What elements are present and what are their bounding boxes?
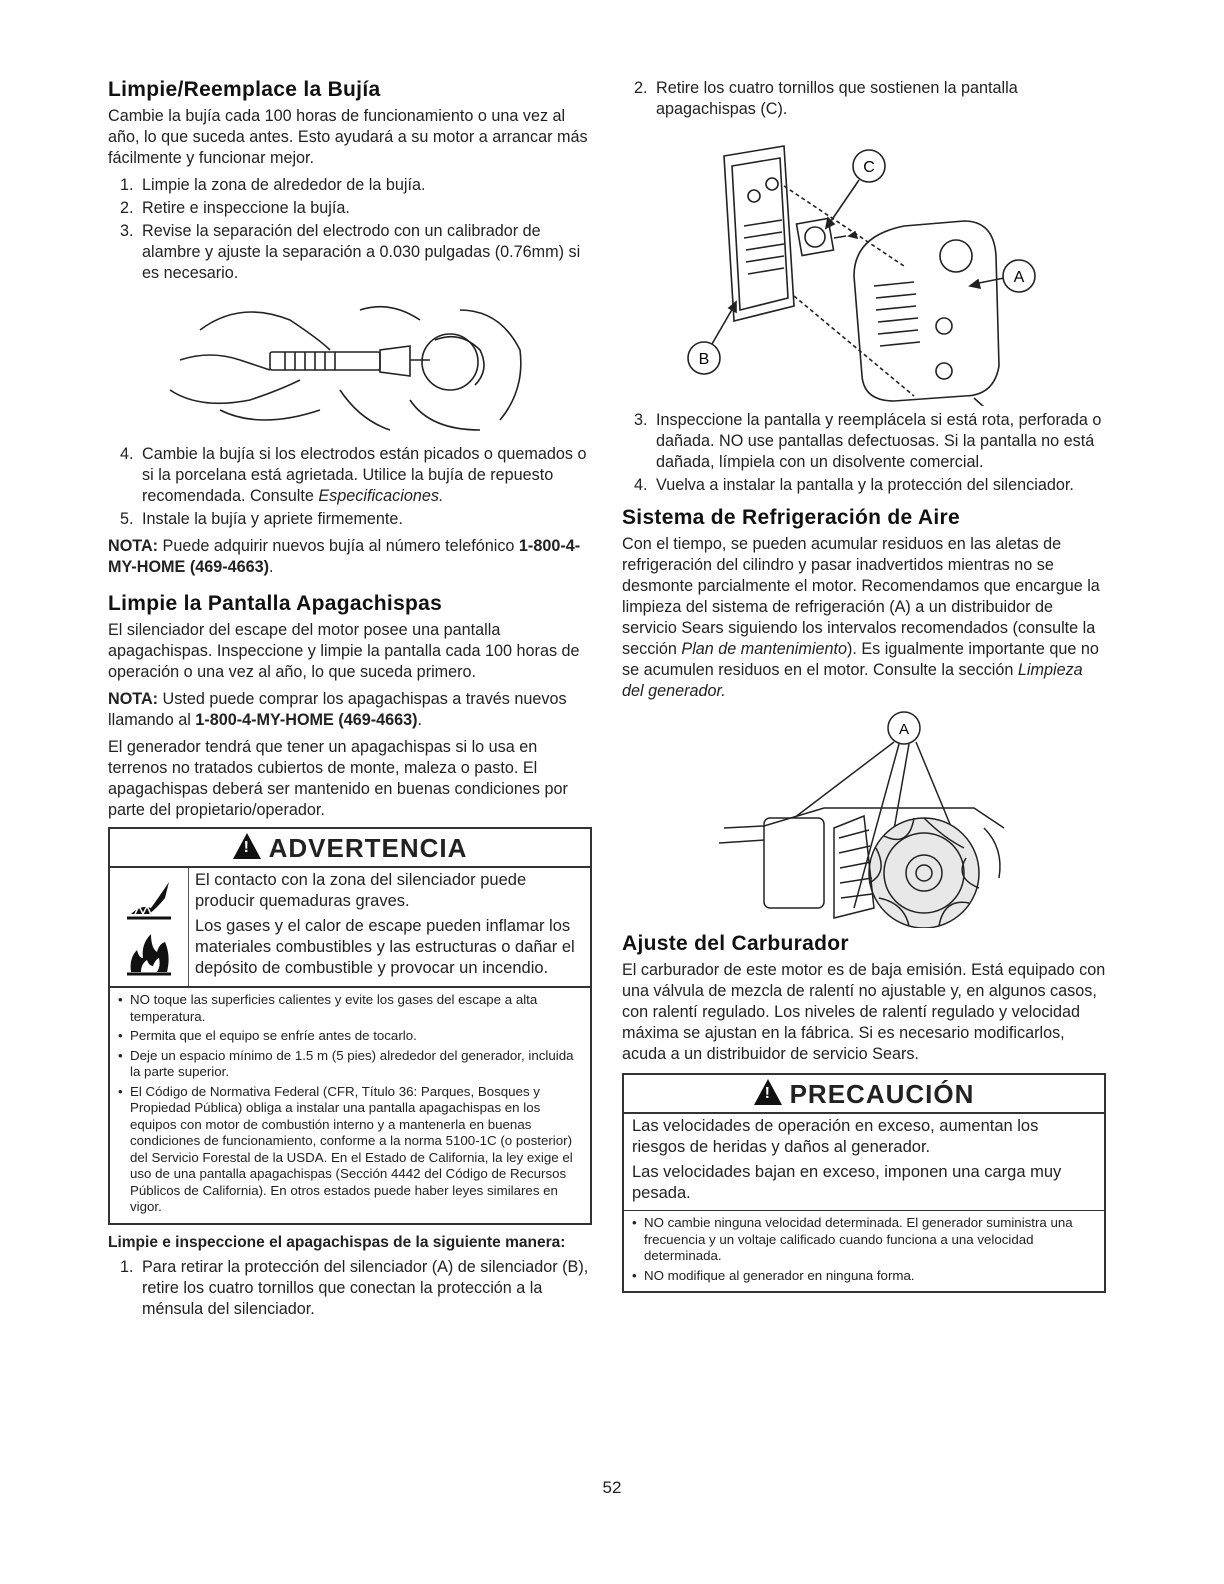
list-item: • Deje un espacio mínimo de 1.5 m (5 pies) alrededor del generador, incluida la parte superior. bbox=[116, 1048, 584, 1081]
list-item: 3. Inspeccione la pantalla y reemplácela si está rota, perforada o dañada. NO use pantallas defectuosas. Si la pantalla no está dañada, límpiela con un disolvente comercial. bbox=[634, 411, 1102, 471]
warning-triangle-icon: ! bbox=[754, 1079, 782, 1105]
caution-text-2: Las velocidades bajan en exceso, imponen una carga muy pesada. bbox=[632, 1163, 1062, 1202]
pantalla-note: NOTA: Usted puede comprar los apagachispas a través nuevos llamando al 1-800-4-MY-HOME (469-4663). bbox=[108, 690, 567, 729]
list-item: 2. Retire los cuatro tornillos que sostienen la pantalla apagachispas (C). bbox=[634, 79, 1018, 118]
list-item: • NO cambie ninguna velocidad determinada. El generador suministra una frecuencia y un voltaje calificado cuando funciona a una velocidad determinada. bbox=[630, 1215, 1098, 1265]
section-title-refrigeracion: Sistema de Refrigeración de Aire bbox=[622, 506, 960, 529]
spark-plug-illustration bbox=[160, 290, 540, 440]
warning-text-1: El contacto con la zona del silenciador puede producir quemaduras graves. bbox=[195, 871, 527, 910]
section-title-pantalla: Limpie la Pantalla Apagachispas bbox=[108, 592, 443, 615]
list-item: • NO toque las superficies calientes y evite los gases del escape a alta temperatura. bbox=[116, 992, 584, 1025]
right-column bbox=[622, 78, 1106, 1293]
list-item: 2. Retire e inspeccione la bujía. bbox=[120, 199, 350, 217]
bujia-note: NOTA: Puede adquirir nuevos bujía al número telefónico 1-800-4-MY-HOME (469-4663). bbox=[108, 537, 581, 576]
warning-triangle-icon: ! bbox=[233, 833, 261, 859]
list-item: 3. Revise la separación del electrodo con un calibrador de alambre y ajuste la separación a 0.030 pulgadas (0.76mm) si es necesario. bbox=[120, 222, 581, 282]
carburador-paragraph: El carburador de este motor es de baja emisión. Está equipado con una válvula de mezcla de ralentí no ajustable y, en algunos casos, con ralentí regulado. Los niveles de ralentí regulado y velocidad máxima se ajustan en la fábrica. Si es necesario modificarlos, acuda a un distribuidor de servicio Sears. bbox=[622, 961, 1106, 1063]
cleaning-steps bbox=[108, 1257, 592, 1320]
bujia-steps bbox=[108, 175, 592, 284]
phone-number: 1-800-4-MY-HOME (469-4663) bbox=[108, 537, 581, 576]
bujia-intro: Cambie la bujía cada 100 horas de funcionamiento o una vez al año, lo que suceda antes. Esto ayudará a su motor a arrancar más fácilmente y funcionar mejor. bbox=[108, 107, 588, 167]
cleaning-steps-continued bbox=[622, 78, 1106, 120]
pantalla-paragraph: El silenciador del escape del motor posee una pantalla apagachispas. Inspeccione y limpie la pantalla cada 100 horas de operación o una vez al año, lo que suceda primero. bbox=[108, 621, 580, 681]
section-title-bujia: Limpie/Reemplace la Bujía bbox=[108, 78, 381, 101]
warning-header: ! ADVERTENCIA bbox=[110, 829, 590, 868]
label-b: B bbox=[698, 351, 710, 368]
warning-text-2: Los gases y el calor de escape pueden inflamar los materiales combustibles y las estructuras o dañar el depósito de combustible y provocar un incendio. bbox=[195, 917, 575, 977]
muffler-diagram bbox=[674, 126, 1054, 406]
cleaning-steps-final bbox=[622, 410, 1106, 496]
caution-header: ! PRECAUCIÓN bbox=[624, 1075, 1104, 1114]
caution-bullets bbox=[624, 1211, 1104, 1291]
list-item: • NO modifique al generador en ninguna forma. bbox=[630, 1268, 1098, 1285]
label-c: C bbox=[863, 159, 875, 176]
list-item: 5. Instale la bujía y apriete firmemente. bbox=[120, 510, 403, 528]
label-a: A bbox=[898, 721, 910, 738]
left-column bbox=[108, 78, 592, 1326]
list-item: 1. Para retirar la protección del silenciador (A) de silenciador (B), retire los cuatro tornillos que conectan la protección a la ménsula del silenciador. bbox=[120, 1257, 589, 1318]
caution-text-1: Las velocidades de operación en exceso, aumentan los riesgos de heridas y daños al generador. bbox=[632, 1117, 1039, 1156]
list-item: 4. Cambie la bujía si los electrodos están picados o quemados o si la porcelana está agrietada. Utilice la bujía de repuesto recomendada. Consulte Especificaciones. bbox=[120, 445, 587, 505]
bujia-steps-continued bbox=[108, 444, 592, 530]
list-item: • Permita que el equipo se enfríe antes de tocarlo. bbox=[116, 1028, 584, 1045]
cleaning-heading: Limpie e inspeccione el apagachispas de la siguiente manera: bbox=[108, 1233, 566, 1251]
list-item: 4. Vuelva a instalar la pantalla y la protección del silenciador. bbox=[634, 476, 1074, 494]
warning-bullets bbox=[110, 988, 590, 1223]
warning-box bbox=[108, 827, 592, 1225]
pantalla-paragraph-2: El generador tendrá que tener un apagachispas si lo usa en terrenos no tratados cubiertos de monte, maleza o pasto. El apagachispas deberá ser mantenido en buenas condiciones por parte del propietario/operador. bbox=[108, 738, 568, 819]
fire-icon bbox=[121, 924, 177, 980]
caution-box bbox=[622, 1073, 1106, 1293]
list-item: • El Código de Normativa Federal (CFR, Título 36: Parques, Bosques y Propiedad Pública) obliga a instalar una pantalla apagachispas en los equipos con motor de combustión interno y a mantenerla en buenas condiciones de funcionamiento, conforme a la norma 5100-1C (o posterior) del Servicio Forestal de la USDA. En el Estado de California, la ley exige el uso de una pantalla apagachispas (Sección 4442 del Código de Recursos Públicos de California). En otros estados puede haber leyes similares en vigor. bbox=[116, 1084, 584, 1216]
refrigeracion-paragraph: Con el tiempo, se pueden acumular residuos en las aletas de refrigeración del cilindro y pasar inadvertidos mientras no se desmonte parcialmente el motor. Recomendamos que encargue la limpieza del sistema de refrigeración (A) a un distribuidor de servicio Sears siguiendo los intervalos recomendados (consulte la sección Plan de mantenimiento). Es igualmente importante que no se acumulen residuos en el motor. Consulte la sección Limpieza del generador. bbox=[622, 535, 1100, 700]
section-title-carburador: Ajuste del Carburador bbox=[622, 932, 849, 955]
list-item: 1. Limpie la zona de alrededor de la bujía. bbox=[120, 176, 426, 194]
engine-cooling-diagram bbox=[704, 708, 1024, 928]
hot-surface-icon bbox=[121, 874, 177, 924]
page-number: 52 bbox=[602, 1478, 622, 1497]
phone-number: 1-800-4-MY-HOME (469-4663) bbox=[195, 711, 418, 729]
label-a: A bbox=[1013, 269, 1025, 286]
